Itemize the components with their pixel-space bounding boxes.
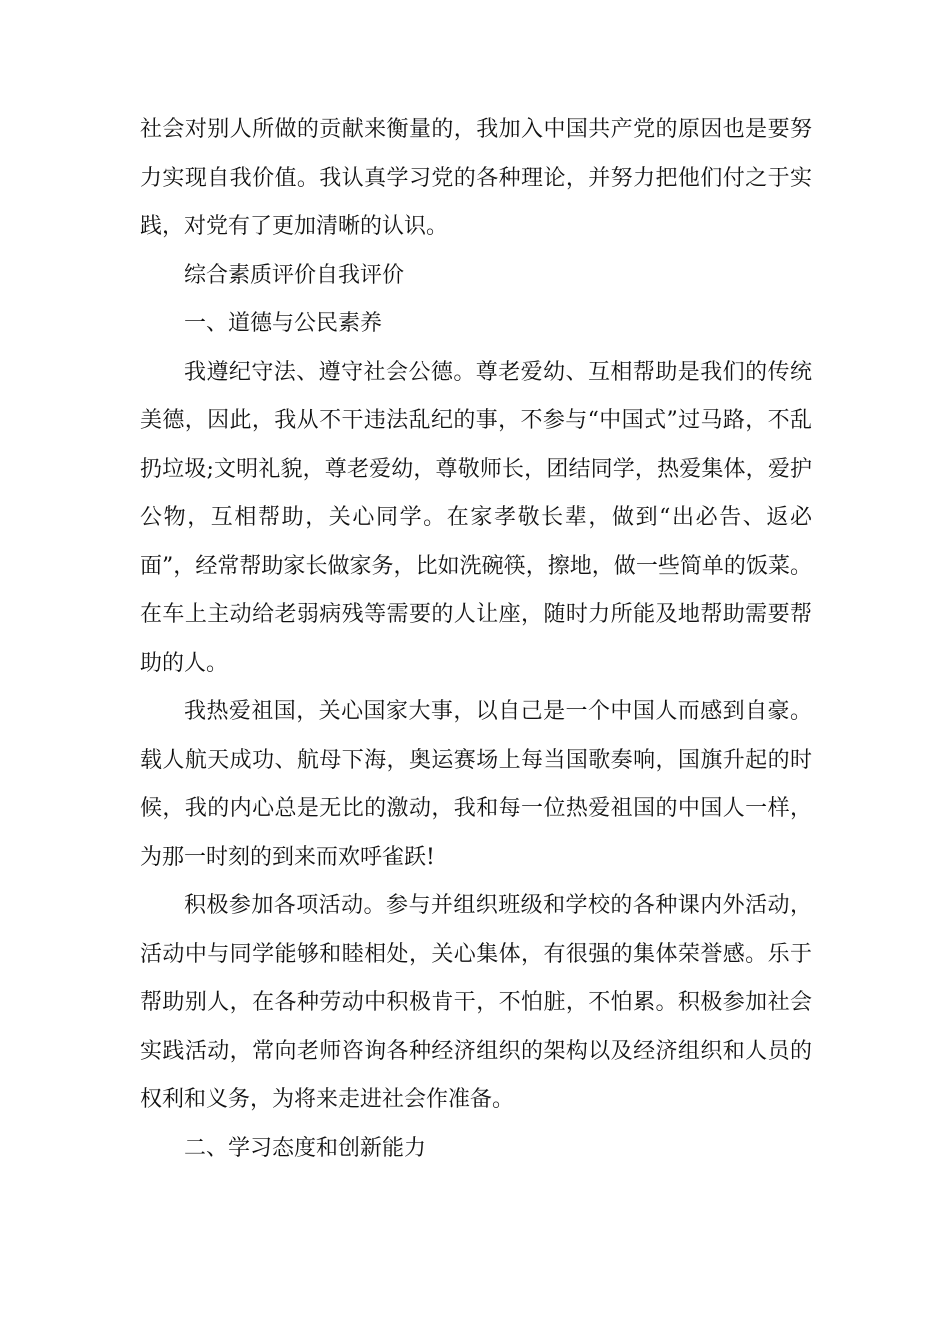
section-heading-learning: 二、学习态度和创新能力 xyxy=(184,1135,427,1161)
paragraph-patriotism: 我热爱祖国，关心国家大事，以自己是一个中国人而感到自豪。载人航天成功、航母下海，奥运赛场上每当国歌奏响，国旗升起的时候，我的内心总是无比的激动，我和每一位热爱祖国的中国人一样，为那一时刻的到来而欢呼雀跃! xyxy=(140,699,812,870)
section-heading-morality: 一、道德与公民素养 xyxy=(184,311,383,336)
paragraph-activities: 积极参加各项活动。参与并组织班级和学校的各种课内外活动，活动中与同学能够和睦相处，关心集体，有很强的集体荣誉感。乐于帮助别人，在各种劳动中积极肯干，不怕脏，不怕累。积极参加社会实践活动，常向老师咨询各种经济组织的架构以及经济组织和人员的权利和义务，为将来走进社会作准备。 xyxy=(140,893,812,1112)
document-body xyxy=(140,106,812,1173)
paragraph-continuation: 社会对别人所做的贡献来衡量的，我加入中国共产党的原因也是要努力实现自我价值。我认真学习党的各种理论，并努力把他们付之于实践，对党有了更加清晰的认识。 xyxy=(140,117,812,239)
section-title-self-evaluation: 综合素质评价自我评价 xyxy=(184,262,405,288)
paragraph-law-abiding: 我遵纪守法、遵守社会公德。尊老爱幼、互相帮助是我们的传统美德，因此，我从不干违法乱纪的事，不参与“中国式”过马路，不乱扔垃圾;文明礼貌，尊老爱幼，尊敬师长，团结同学，热爱集体，爱护公物，互相帮助，关心同学。在家孝敬长辈，做到“出必告、返必面”，经常帮助家长做家务，比如洗碗筷，擦地，做一些简单的饭菜。在车上主动给老弱病残等需要的人让座，随时力所能及地帮助需要帮助的人。 xyxy=(140,359,812,676)
